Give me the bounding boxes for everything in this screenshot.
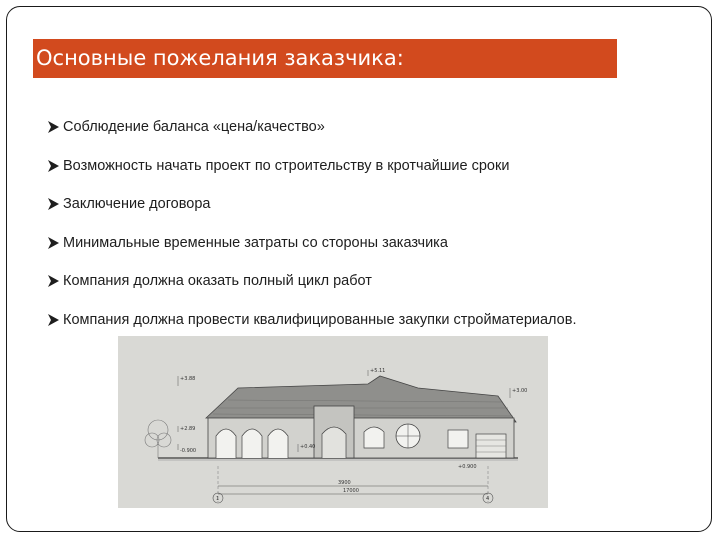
- arrow-bullet-icon: [48, 314, 59, 326]
- bullet-text: Компания должна оказать полный цикл работ: [63, 273, 372, 290]
- bullet-text: Соблюдение баланса «цена/качество»: [63, 119, 325, 136]
- dimension-label: 17000: [343, 488, 359, 494]
- slide-title: Основные пожелания заказчика:: [33, 39, 617, 78]
- bullet-item: [48, 108, 576, 147]
- elevation-label: +5.11: [370, 368, 386, 374]
- bullet-item: [48, 262, 576, 301]
- building-elevation-drawing: [118, 336, 548, 508]
- elevation-label: +2.89: [180, 426, 196, 432]
- bullet-item: [48, 224, 576, 263]
- axis-marker: 1: [216, 496, 220, 502]
- bullet-item: [48, 147, 576, 186]
- arrow-bullet-icon: [48, 121, 59, 133]
- arrow-bullet-icon: [48, 160, 59, 172]
- bullet-text: Заключение договора: [63, 196, 211, 213]
- axis-marker: 4: [486, 496, 490, 502]
- bullet-list: [48, 108, 576, 339]
- elevation-label: +3.88: [180, 376, 196, 382]
- bullet-text: Возможность начать проект по строительству в кротчайшие сроки: [63, 157, 510, 174]
- elevation-sketch: [118, 336, 548, 508]
- bullet-item: [48, 301, 576, 340]
- arrow-bullet-icon: [48, 198, 59, 210]
- elevation-label: +0.900: [458, 464, 477, 470]
- elevation-label: +3.00: [512, 388, 528, 394]
- arrow-bullet-icon: [48, 237, 59, 249]
- bullet-text: Компания должна провести квалифицированные закупки стройматериалов.: [63, 311, 577, 328]
- arrow-bullet-icon: [48, 275, 59, 287]
- bullet-item: [48, 185, 576, 224]
- bullet-text: Минимальные временные затраты со стороны заказчика: [63, 234, 448, 251]
- dimension-label: 3900: [338, 480, 351, 486]
- elevation-label: +0.40: [300, 444, 316, 450]
- elevation-label: -0.900: [180, 448, 197, 454]
